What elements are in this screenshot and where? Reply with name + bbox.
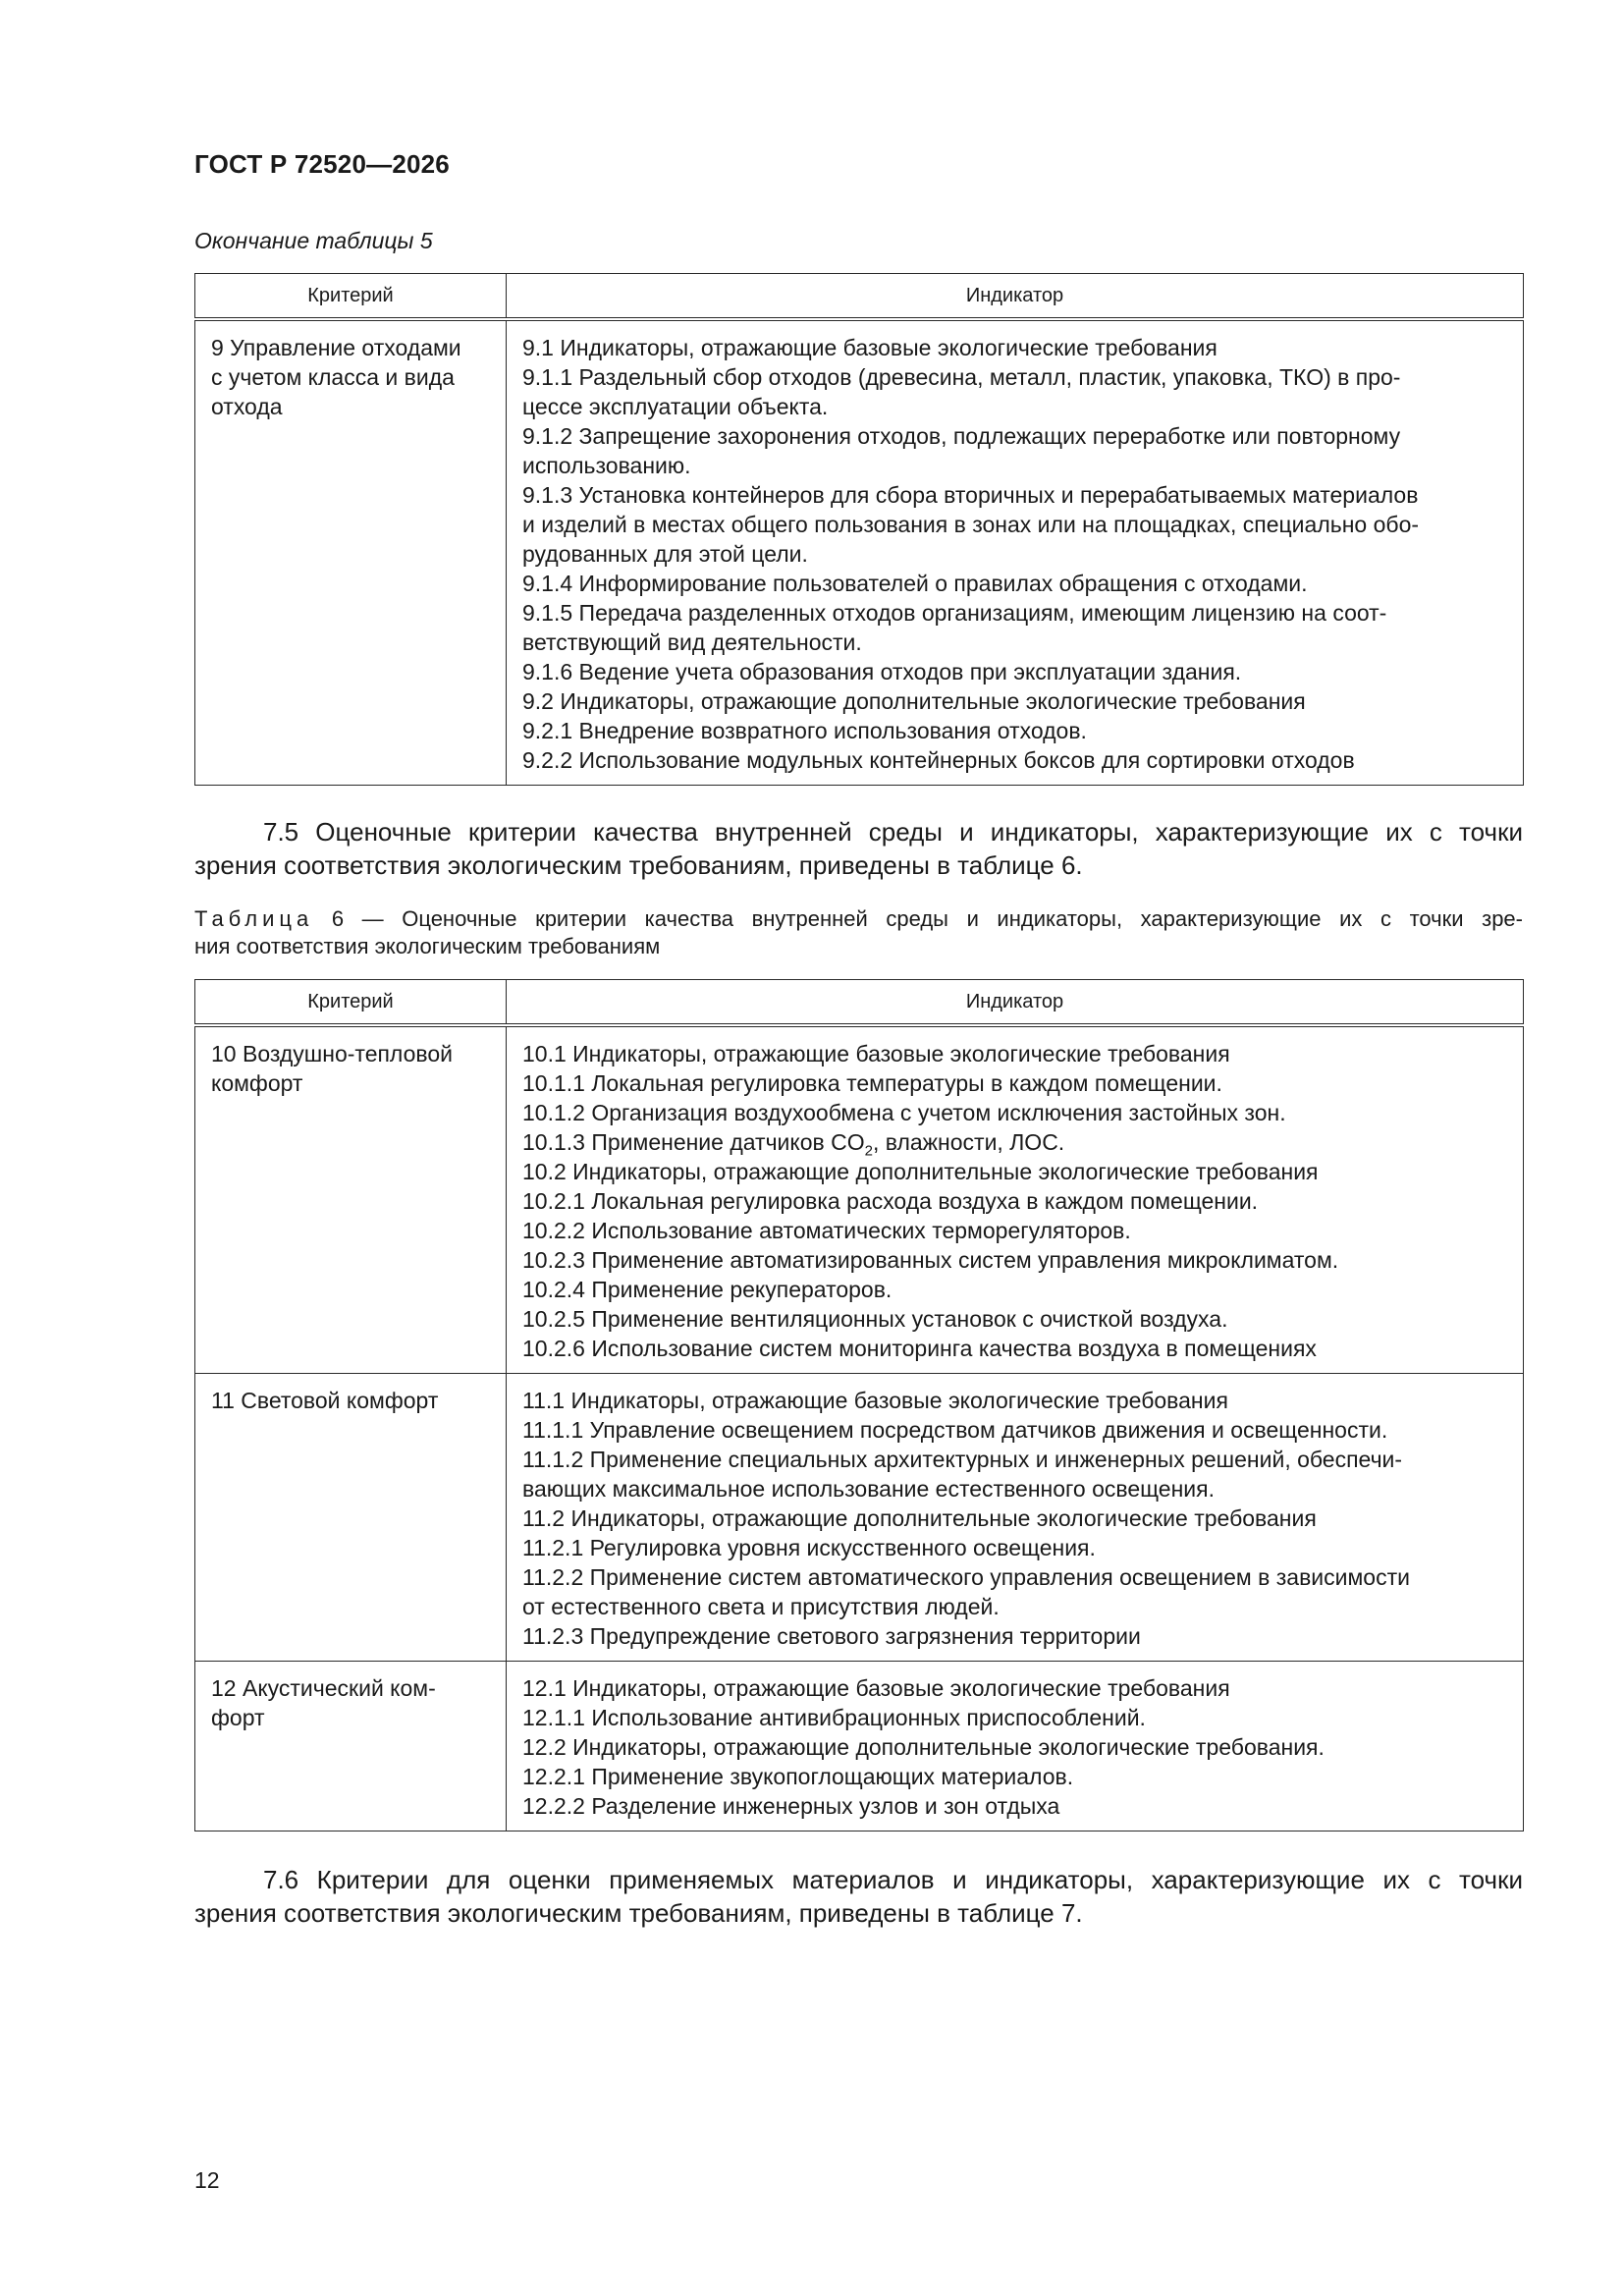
indicator-line: вающих максимальное использование естественного освещения. [522,1476,1215,1502]
criterion-line: 9 Управление отходами [211,335,461,360]
page-number: 12 [194,2167,220,2193]
table5-header-row [195,274,1524,320]
indicator-line: 9.1.1 Раздельный сбор отходов (древесина, металл, пластик, упаковка, ТКО) в про- [522,364,1401,390]
indicator-cell [507,1662,1524,1831]
indicator-line: 11.1 Индикаторы, отражающие базовые экологические требования [522,1388,1228,1413]
column-header-criterion: Критерий [195,274,507,320]
indicator-line: 9.1.6 Ведение учета образования отходов при эксплуатации здания. [522,659,1242,684]
column-header-indicator: Индикатор [507,274,1524,320]
indicator-text: 10.1.3 Применение датчиков CO [522,1129,865,1155]
indicator-line: 12.1 Индикаторы, отражающие базовые экологические требования [522,1675,1230,1701]
criterion-line: 12 Акустический ком- [211,1675,436,1701]
subscript: 2 [864,1142,873,1160]
paragraph-line: зрения соответствия экологическим требованиям, приведены в таблице 6. [194,850,1083,880]
indicator-line: 10.2.6 Использование систем мониторинга качества воздуха в помещениях [522,1336,1317,1361]
table6-caption-text: 6 — Оценочные критерии качества внутренней среды и индикаторы, характеризующие их с точки зре- [331,906,1523,931]
indicator-line: 11.2.1 Регулировка уровня искусственного освещения. [522,1535,1096,1560]
table-5 [194,273,1524,786]
table-row [195,1662,1524,1831]
indicator-line: 11.1.2 Применение специальных архитектурных и инженерных решений, обеспечи- [522,1447,1403,1472]
criterion-line: комфорт [211,1070,303,1096]
table6-caption-label: Таблица [194,906,314,931]
indicator-line: 11.2.2 Применение систем автоматического управления освещением в зависимости [522,1564,1410,1590]
table6-caption [194,905,1523,960]
table6-header-row [195,980,1524,1026]
indicator-line: цессе эксплуатации объекта. [522,394,829,419]
indicator-line: 9.1.3 Установка контейнеров для сбора вторичных и перерабатываемых материалов [522,482,1419,508]
criterion-cell [195,319,507,786]
paragraph-7-6 [194,1863,1523,1930]
indicator-line: 12.1.1 Использование антивибрационных приспособлений. [522,1705,1146,1730]
criterion-line: с учетом класса и вида [211,364,455,390]
paragraph-7-5 [194,815,1523,882]
indicator-line [522,1127,1509,1160]
paragraph-line: 7.5 Оценочные критерии качества внутренней среды и индикаторы, характеризующие их с точки [263,817,1523,847]
indicator-line: 9.1 Индикаторы, отражающие базовые экологические требования [522,335,1217,360]
table-6 [194,979,1524,1831]
criterion-line: форт [211,1705,265,1730]
indicator-line: 11.2.3 Предупреждение светового загрязнения территории [522,1623,1141,1649]
indicator-line: 10.1.2 Организация воздухообмена с учетом исключения застойных зон. [522,1100,1286,1125]
indicator-line: 10.2.4 Применение рекуператоров. [522,1277,893,1302]
indicator-line: 10.1.1 Локальная регулировка температуры в каждом помещении. [522,1070,1222,1096]
indicator-text: , влажности, ЛОС. [872,1129,1065,1155]
indicator-cell [507,319,1524,786]
indicator-line: 9.1.2 Запрещение захоронения отходов, подлежащих переработке или повторному [522,423,1401,449]
indicator-line: 9.1.5 Передача разделенных отходов организациям, имеющим лицензию на соот- [522,600,1387,626]
criterion-cell [195,1374,507,1662]
indicator-line: использованию. [522,453,691,478]
indicator-line: 11.1.1 Управление освещением посредством датчиков движения и освещенности. [522,1417,1388,1443]
indicator-line: 10.2.2 Использование автоматических терморегуляторов. [522,1218,1131,1243]
criterion-line: 10 Воздушно-тепловой [211,1041,454,1066]
indicator-line: ветствующий вид деятельности. [522,629,862,655]
column-header-criterion: Критерий [195,980,507,1026]
criterion-line: 11 Световой комфорт [211,1388,439,1413]
table6-caption-text-cont: ния соответствия экологическим требованиям [194,934,661,958]
indicator-line: 9.2.2 Использование модульных контейнерных боксов для сортировки отходов [522,747,1355,773]
criterion-cell [195,1025,507,1374]
paragraph-line: 7.6 Критерии для оценки применяемых материалов и индикаторы, характеризующие их с точки [263,1865,1523,1894]
indicator-line: 10.2 Индикаторы, отражающие дополнительные экологические требования [522,1159,1319,1184]
criterion-cell [195,1662,507,1831]
indicator-line: рудованных для этой цели. [522,541,808,567]
indicator-line: 9.1.4 Информирование пользователей о правилах обращения с отходами. [522,571,1308,596]
paragraph-line: зрения соответствия экологическим требованиям, приведены в таблице 7. [194,1898,1083,1928]
indicator-line: 12.2 Индикаторы, отражающие дополнительные экологические требования. [522,1734,1325,1760]
column-header-indicator: Индикатор [507,980,1524,1026]
indicator-line: 11.2 Индикаторы, отражающие дополнительные экологические требования [522,1505,1317,1531]
indicator-line: 10.2.3 Применение автоматизированных систем управления микроклиматом. [522,1247,1339,1273]
table-row [195,1374,1524,1662]
indicator-line: 10.2.1 Локальная регулировка расхода воздуха в каждом помещении. [522,1188,1259,1214]
table-row [195,319,1524,786]
table-row [195,1025,1524,1374]
indicator-line: 12.2.1 Применение звукопоглощающих материалов. [522,1764,1074,1789]
indicator-line: 10.2.5 Применение вентиляционных установок с очисткой воздуха. [522,1306,1228,1332]
document-header: ГОСТ Р 72520—2026 [194,149,450,179]
indicator-line: от естественного света и присутствия людей. [522,1594,1000,1619]
indicator-line: и изделий в местах общего пользования в зонах или на площадках, специально обо- [522,512,1420,537]
indicator-line: 9.2 Индикаторы, отражающие дополнительные экологические требования [522,688,1306,714]
indicator-line: 9.2.1 Внедрение возвратного использования отходов. [522,718,1087,743]
indicator-cell [507,1374,1524,1662]
indicator-line: 10.1 Индикаторы, отражающие базовые экологические требования [522,1041,1230,1066]
indicator-cell [507,1025,1524,1374]
table5-caption: Окончание таблицы 5 [194,228,433,253]
criterion-line: отхода [211,394,283,419]
indicator-line: 12.2.2 Разделение инженерных узлов и зон отдыха [522,1793,1060,1819]
